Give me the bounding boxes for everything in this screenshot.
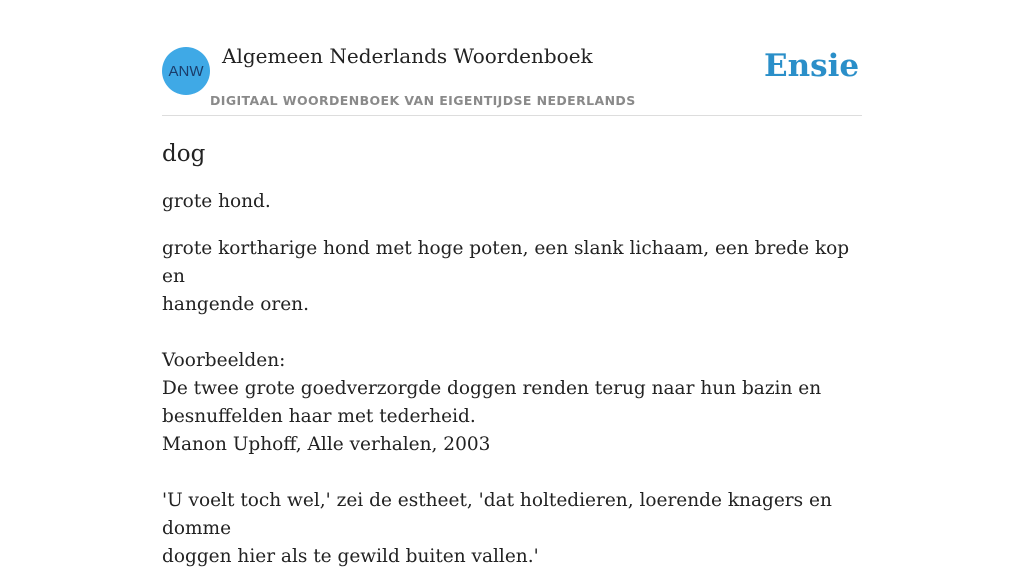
site-subtitle: DIGITAAL WOORDENBOEK VAN EIGENTIJDSE NEDERLANDS xyxy=(210,93,636,108)
example-line: 'U voelt toch wel,' zei de estheet, 'dat holtedieren, loerende knagers en domme xyxy=(162,490,832,539)
short-definition: grote hond. xyxy=(162,191,271,212)
example-line: besnuffelden haar met tederheid. xyxy=(162,406,476,427)
definition-line: grote kortharige hond met hoge poten, een slank lichaam, een brede kop en xyxy=(162,238,850,287)
site-title[interactable]: Algemeen Nederlands Woordenboek xyxy=(222,44,593,68)
definition-line: hangende oren. xyxy=(162,294,309,315)
entry-content xyxy=(162,138,862,571)
header-divider xyxy=(162,115,862,116)
spacer xyxy=(162,319,862,347)
examples-label: Voorbeelden: xyxy=(162,350,286,371)
example-line: doggen hier als te gewild buiten vallen.' xyxy=(162,546,539,567)
logo-text: ANW xyxy=(168,62,204,80)
example-source: Manon Uphoff, Alle verhalen, 2003 xyxy=(162,434,491,455)
entry-headword: dog xyxy=(162,141,206,167)
ensie-brand-link[interactable]: Ensie xyxy=(764,48,860,84)
anw-logo[interactable] xyxy=(162,47,210,95)
example-line: De twee grote goedverzorgde doggen renden terug naar hun bazin en xyxy=(162,378,822,399)
definition-body xyxy=(162,235,862,571)
spacer xyxy=(162,459,862,487)
